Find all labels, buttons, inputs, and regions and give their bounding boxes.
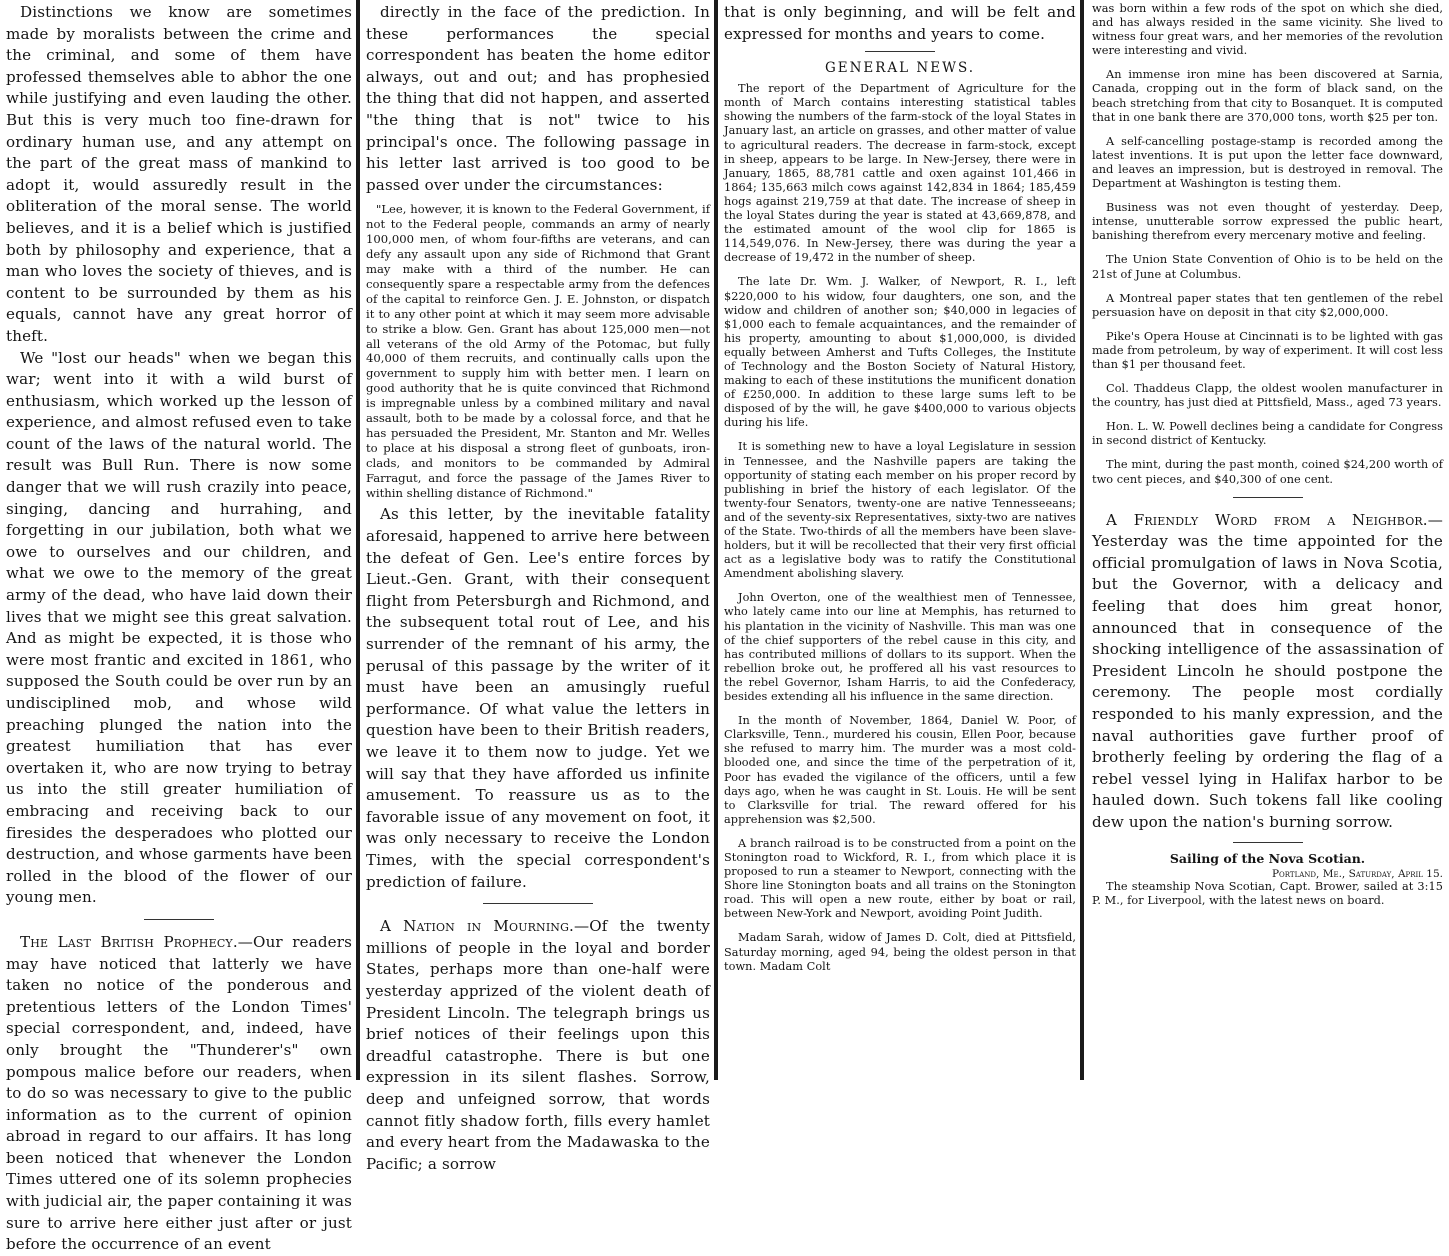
article-paragraph: directly in the face of the prediction. In these performances the special correspondent has beaten the home editor always, out and out; and has prophesied the thing that did not happen, and asserted "the thing that is not" twice to his principal's once. The following passage in his letter last arrived is too good to be passed over under the circumstances: — [366, 3, 710, 194]
dispatch-dateline: Portland, Me., Saturday, April 15. — [1271, 867, 1443, 880]
section-heading: GENERAL NEWS. — [824, 60, 976, 77]
quoted-passage: "Lee, however, it is known to the Federal Government, if not to the Federal people, commands an army of nearly 100,000 men, of whom four-fifths are veterans, and can defy any assault upon any side of Richmond that Grant may make with a third of the number. He can consequently spare a respectable army from the defences of the capital to reinforce Gen. J. E. Johnston, or dispatch it to any other point at which it may seem more advisable to strike a blow. Gen. Grant has about 125,000 men—not all veterans of the old Army of the Potomac, but fully 40,000 of them recruits, and continually calls upon the government to supply him with better men. I learn on good authority that he is quite convinced that Richmond is impregnable unless by a combined military and naval assault, both to be made by a colossal force, and that he has persuaded the President, Mr. Stanton and Mr. Welles to place at his disposal a strong fleet of gunboats, iron-clads, and monitors to be commanded by Admiral Farragut, and force the passage of the James River to within shelling distance of Richmond." — [366, 202, 710, 500]
news-item: John Overton, one of the wealthiest men of Tennessee, who lately came into our line at Memphis, has returned to his plantation in the vicinity of Nashville. This man was one of the chief supporters of the rebel cause in this city, and has contributed millions of dollars to its support. When the rebellion broke out, he proffered all his vast resources to the rebel Governor, Isham Harris, to aid the Confederacy, besides extending all his influence in the same direction. — [724, 591, 1076, 704]
article-paragraph: Distinctions we know are sometimes made by moralists between the crime and the criminal, and some of them have professed themselves able to abhor the one while justifying and even lauding the other. But this is very much too fine-drawn for ordinary human use, and any attempt on the part of the great mass of mankind to adopt it, would assuredly result in the obliteration of the moral sense. The world believes, and it is a belief which is justified both by philosophy and experience, that a man who loves the society of thieves, and is content to be surrounded by them as his equals, cannot have any great horror of theft. — [6, 3, 352, 345]
news-item: The Union State Convention of Ohio is to be held on the 21st of June at Columbus. — [1092, 253, 1443, 281]
separator — [483, 903, 593, 904]
news-item: was born within a few rods of the spot on which she died, and has always resided in the same vicinity. She lived to witness four great wars, and her memories of the revolution were interesting and vivid. — [1092, 2, 1443, 58]
news-item: The late Dr. Wm. J. Walker, of Newport, R. I., left $220,000 to his widow, four daughters, one son, and the widow and children of another son; $40,000 in legacies of $1,000 each to female acquaintances, and the remainder of his property, amounting to about $1,000,000, is divided equally between Amherst and Tufts Colleges, the Institute of Technology and the Boston Society of Natural History, making to each of these institutions the munificent donation of £250,000. In addition to these large sums left to be disposed of by the will, he gave $400,000 to various objects during his life. — [724, 275, 1076, 430]
news-item: An immense iron mine has been discovered at Sarnia, Canada, cropping out in the form of black sand, on the beach stretching from that city to Bosanquet. It is computed that in one bank there are 370,000 tons, worth $25 per ton. — [1092, 68, 1443, 124]
article-paragraph: As this letter, by the inevitable fatality aforesaid, happened to arrive here between the defeat of Gen. Lee's entire forces by Lieut.-Gen. Grant, with their consequent flight from Petersburgh and Richmond, and the subsequent total rout of Lee, and his surrender of the remnant of his army, the perusal of this passage by the writer of it must have been an amusingly rueful performance. Of what value the letters in question have been to their British readers, we leave it to them now to judge. Yet we will say that they have afforded us infinite amusement. To reassure us as to the favorable issue of any movement on foot, it was only necessary to receive the London Times, with the special correspondent's prediction of failure. — [366, 505, 710, 891]
column-2 — [360, 0, 716, 1173]
article-text: —Yesterday was the time appointed for the official promulgation of laws in Nova Scotia, but the Governor, with a delicacy and feeling that does him great honor, announced that in consequence of the shocking intelligence of the assassination of President Lincoln he should postpone the ceremony. The people most cordially responded to his manly expression, and the naval authorities gave further proof of brotherly feeling by ordering the flag of a rebel vessel lying in Halifax harbor to be hauled down. Such tokens fall like cooling dew upon the nation's burning sorrow. — [1092, 510, 1443, 831]
column-4 — [1086, 0, 1449, 1080]
article-headline: The Last British Prophecy. — [20, 932, 238, 951]
separator — [865, 51, 935, 52]
article-paragraph — [6, 932, 352, 1256]
article-headline: A Friendly Word from a Neighbor. — [1106, 510, 1428, 529]
news-item: Col. Thaddeus Clapp, the oldest woolen manufacturer in the country, has just died at Pittsfield, Mass., aged 73 years. — [1092, 382, 1443, 410]
article-paragraph — [366, 916, 710, 1175]
news-item: A self-cancelling postage-stamp is recorded among the latest inventions. It is put upon the letter face downward, and leaves an impression, but is destroyed in removal. The Department at Washington is testing them. — [1092, 134, 1443, 191]
article-paragraph: We "lost our heads" when we began this war; went into it with a wild burst of enthusiasm, which worked up the lesson of experience, and almost refused even to take count of the laws of the natural world. The result was Bull Run. There is now some danger that we will rush crazily into peace, singing, dancing and hurrahing, and forgetting in our jubilation, both what we owe to ourselves and our children, and what we owe to the memory of the great army of the dead, who have laid down their lives that we might see this great salvation. And as might be expected, it is those who were most frantic and excited in 1861, who supposed the South could be over run by an undisciplined mob, and whose wild preaching plunged the nation into the greatest humiliation that has ever overtaken it, who are now trying to betray us into the still greater humiliation of embracing and receiving back to our firesides the desperadoes who plotted our destruction, and whose garments have been rolled in the blood of the flower of our young men. — [6, 348, 352, 907]
news-item: Madam Sarah, widow of James D. Colt, died at Pittsfield, Saturday morning, aged 94, being the oldest person in that town. Madam Colt — [724, 931, 1076, 973]
news-item: The mint, during the past month, coined $24,200 worth of two cent pieces, and $40,300 of one cent. — [1092, 458, 1443, 486]
news-item: Business was not even thought of yesterday. Deep, intense, unutterable sorrow expressed the public heart, banishing therefrom every mercenary motive and feeling. — [1092, 201, 1443, 243]
article-paragraph — [1092, 510, 1443, 834]
article-paragraph: that is only beginning, and will be felt and expressed for months and years to come. — [724, 3, 1076, 43]
news-item: It is something new to have a loyal Legislature in session in Tennessee, and the Nashville papers are taking the opportunity of stating each member on his proper record by publishing in brief the history of each legislator. Of the twenty-four Senators, twenty-one are native Tennesseeans; and of the seventy-six Representatives, sixty-two are natives of the State. Two-thirds of all the members have been slave-holders, but it will be recollected that their very first official act as a legislative body was to ratify the Constitutional Amendment abolishing slavery. — [724, 440, 1076, 581]
article-headline: A Nation in Mourning. — [380, 917, 574, 936]
dispatch-headline: Sailing of the Nova Scotian. — [1169, 850, 1366, 866]
separator — [144, 919, 214, 920]
news-item: In the month of November, 1864, Daniel W. Poor, of Clarksville, Tenn., murdered his cousin, Ellen Poor, because she refused to marry him. The murder was a most cold-blooded one, and since the time of the perpetration of it, Poor has evaded the vigilance of the officers, until a few days ago, when he was caught in St. Louis. He will be sent to Clarksville for trial. The reward offered for his apprehension was $2,500. — [724, 714, 1076, 826]
news-item: Hon. L. W. Powell declines being a candidate for Congress in second district of Kentucky. — [1092, 420, 1443, 448]
news-item: The steamship Nova Scotian, Capt. Brower, sailed at 3:15 P. M., for Liverpool, with the latest news on board. — [1092, 879, 1443, 907]
column-1 — [0, 0, 358, 1254]
news-item: The report of the Department of Agriculture for the month of March contains interesting statistical tables showing the numbers of the farm-stock of the loyal States in January last, an article on grasses, and other matter of value to agricultural readers. The decrease in farm-stock, except in sheep, appears to be large. In New-Jersey, there were in January, 1865, 88,781 cattle and oxen against 101,466 in 1864; 135,663 milch cows against 142,834 in 1864; 185,459 hogs against 219,759 at that date. The increase of sheep in the loyal States during the year is stated at 43,669,878, and the estimated amount of the wool clip for 1865 is 114,549,076. In New-Jersey, there was during the year a decrease of 19,472 in the number of sheep. — [724, 82, 1076, 265]
separator — [1233, 497, 1303, 498]
article-text: —Of the twenty millions of people in the loyal and border States, perhaps more than one-half were yesterday apprized of the violent death of President Lincoln. The telegraph brings us brief notices of their feelings upon this dreadful catastrophe. There is but one expression in its silent flashes. Sorrow, deep and unfeigned sorrow, that words cannot fitly shadow forth, fills every hamlet and every heart from the Madawaska to the Pacific; a sorrow — [366, 917, 711, 1173]
news-item: Pike's Opera House at Cincinnati is to be lighted with gas made from petroleum, by way of experiment. It will cost less than $1 per thousand feet. — [1092, 329, 1443, 371]
news-item: A branch railroad is to be constructed from a point on the Stonington road to Wickford, R. I., from which place it is proposed to run a steamer to Newport, connecting with the Shore line Stonington boats and all trains on the Stonington road. This will open a new route, either by boat or rail, between New-York and Newport, avoiding Point Judith. — [724, 836, 1076, 921]
article-text: —Our readers may have noticed that latterly we have taken no notice of the ponderous and pretentious letters of the London Times' special correspondent, and, indeed, have only brought the "Thunderer's" own pompous malice before our readers, when to do so was necessary to give to the public information as to the current of opinion abroad in regard to our affairs. It has long been noticed that whenever the London Times uttered one of its solemn prophecies with judicial air, the paper containing it was sure to arrive here either just after or just before the occurrence of an event — [6, 932, 352, 1254]
news-item: A Montreal paper states that ten gentlemen of the rebel persuasion have on deposit in that city $2,000,000. — [1092, 291, 1443, 319]
separator — [1233, 842, 1303, 843]
column-3 — [718, 0, 1082, 1080]
